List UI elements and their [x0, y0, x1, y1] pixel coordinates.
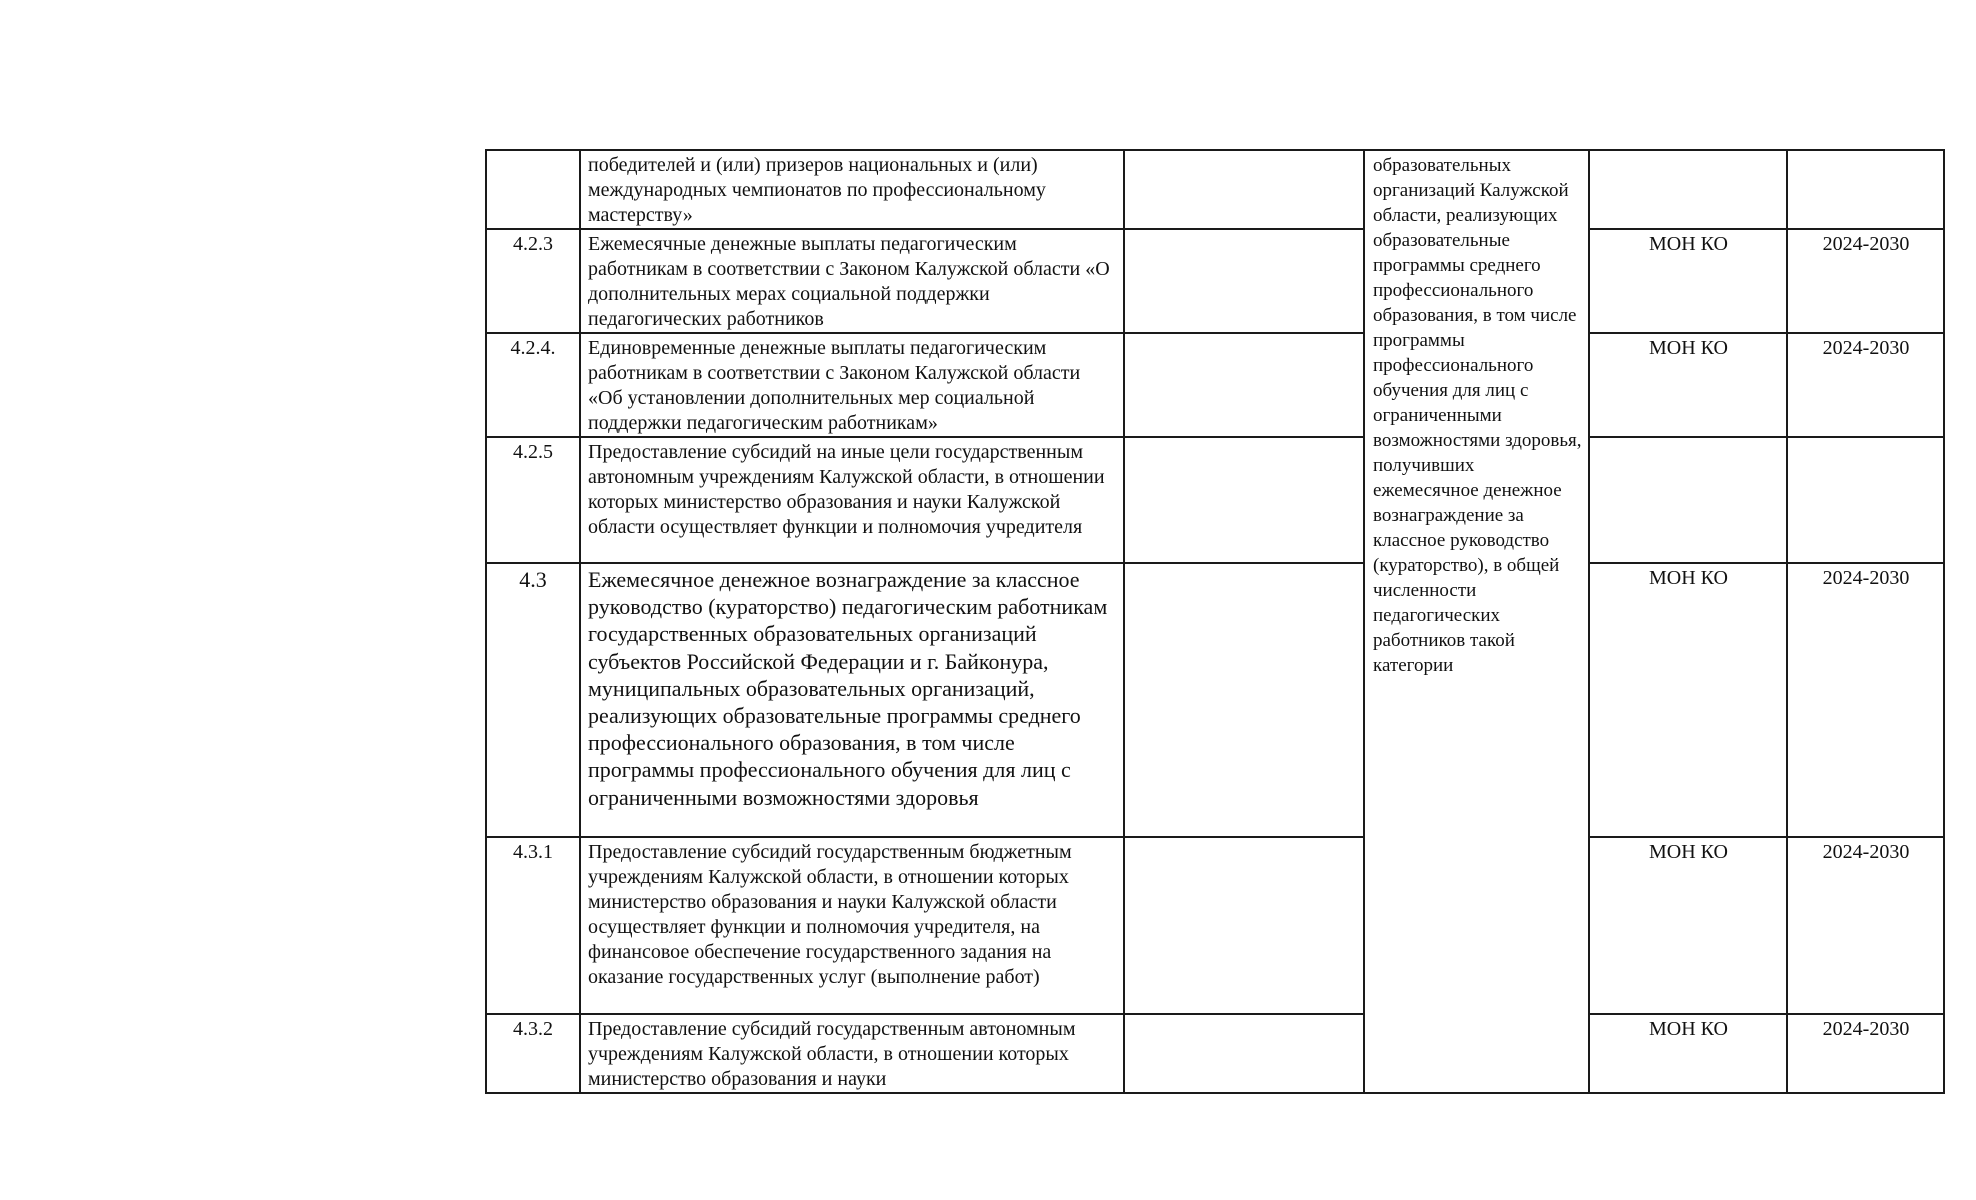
responsible-cell: МОН КО [1589, 333, 1787, 437]
measure-text: Ежемесячные денежные выплаты педагогическим работникам в соответствии с Законом Калужской области «О дополнительных мерах социальной поддержки педагогических работников [580, 229, 1124, 333]
empty-cell [1124, 563, 1364, 837]
row-number [486, 150, 580, 229]
table-row [486, 437, 1944, 563]
empty-cell [1124, 437, 1364, 563]
row-number: 4.2.4. [486, 333, 580, 437]
responsible-cell: МОН КО [1589, 229, 1787, 333]
period-cell [1787, 437, 1944, 563]
table-row [486, 333, 1944, 437]
responsible-cell: МОН КО [1589, 1014, 1787, 1093]
measure-text: победителей и (или) призеров национальных и (или) международных чемпионатов по профессиональному мастерству» [580, 150, 1124, 229]
row-number: 4.2.5 [486, 437, 580, 563]
row-number: 4.2.3 [486, 229, 580, 333]
measure-text: Ежемесячное денежное вознаграждение за классное руководство (кураторство) педагогическим работникам государственных образовательных организаций субъектов Российской Федерации и г. Байконура, муниципальных образовательных организаций, реализующих образовательные программы среднего профессионального образования, в том числе программы профессионального обучения для лиц с ограниченными возможностями здоровья [580, 563, 1124, 837]
period-cell: 2024-2030 [1787, 1014, 1944, 1093]
table-row [486, 1014, 1944, 1093]
empty-cell [1124, 1014, 1364, 1093]
measures-table [485, 149, 1945, 1094]
table-row [486, 837, 1944, 1014]
period-cell: 2024-2030 [1787, 229, 1944, 333]
table-row [486, 150, 1944, 229]
period-cell: 2024-2030 [1787, 563, 1944, 837]
responsible-cell [1589, 437, 1787, 563]
measure-text: Предоставление субсидий на иные цели государственным автономным учреждениям Калужской области, в отношении которых министерство образования и науки Калужской области осуществляет функции и полномочия учредителя [580, 437, 1124, 563]
row-number: 4.3 [486, 563, 580, 837]
indicator-cell: образовательных организаций Калужской области, реализующих образовательные программы среднего профессионального образования, в том числе программы профессионального обучения для лиц с ограниченными возможностями здоровья, получивших ежемесячное денежное вознаграждение за классное руководство (кураторство), в общей численности педагогических работников такой категории [1364, 150, 1589, 1093]
row-number: 4.3.2 [486, 1014, 580, 1093]
table-row [486, 229, 1944, 333]
period-cell [1787, 150, 1944, 229]
empty-cell [1124, 837, 1364, 1014]
empty-cell [1124, 150, 1364, 229]
row-number: 4.3.1 [486, 837, 580, 1014]
responsible-cell: МОН КО [1589, 837, 1787, 1014]
measure-text: Предоставление субсидий государственным автономным учреждениям Калужской области, в отношении которых министерство образования и науки [580, 1014, 1124, 1093]
responsible-cell [1589, 150, 1787, 229]
empty-cell [1124, 333, 1364, 437]
empty-cell [1124, 229, 1364, 333]
period-cell: 2024-2030 [1787, 333, 1944, 437]
measure-text: Единовременные денежные выплаты педагогическим работникам в соответствии с Законом Калужской области «Об установлении дополнительных мер социальной поддержки педагогическим работникам» [580, 333, 1124, 437]
measure-text: Предоставление субсидий государственным бюджетным учреждениям Калужской области, в отношении которых министерство образования и науки Калужской области осуществляет функции и полномочия учредителя, на финансовое обеспечение государственного задания на оказание государственных услуг (выполнение работ) [580, 837, 1124, 1014]
responsible-cell: МОН КО [1589, 563, 1787, 837]
period-cell: 2024-2030 [1787, 837, 1944, 1014]
table-row [486, 563, 1944, 837]
